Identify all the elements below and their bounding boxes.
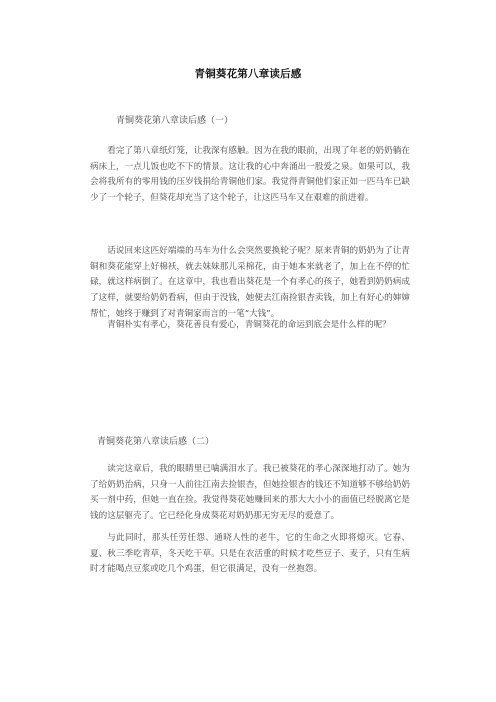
- section-1-paragraph-2: 话说回来这匹好端端的马车为什么会突然要换轮子呢？原来青铜的奶奶为了让青铜和葵花能穿上好棉袄，就去妹妹那儿采棉花，由于她本来就老了，加上在不停的忙碌，就这样病倒了。在这章中，我也看出葵花是一个有孝心的孩子，她看到奶奶病成了这样，就要给奶奶看病，但由于没钱，她便去江南捡银杏卖钱，加上有好心的婶婶帮忙，她终于赚到了对青铜家而言的一笔“大钱”。: [90, 246, 410, 319]
- section-2-paragraph-1: 读完这章后，我的眼睛里已噙满泪水了。我已被葵花的孝心深深地打动了。她为了给奶奶治病，只身一人前往江南去捡银杏，但她捡银杏的钱还不知道够不够给奶奶买一剂中药，但她一直在捡。我觉得葵花她赚回来的那大大小小的面值已经脱离它是钱的这层躯壳了。它已经化身成葵花对奶奶那无穷无尽的爱意了。: [90, 464, 410, 522]
- section-1-heading: 青铜葵花第八章读后感（一）: [116, 116, 234, 126]
- document-title: 青铜葵花第八章读后感: [194, 68, 302, 80]
- section-1-paragraph-1: 看完了第八章纸灯笼，让我深有感触。因为在我的眼前，出现了年老的奶奶躺在病床上，一点儿饭也吃不下的情景。这让我的心中奔涌出一股爱之泉。如果可以，我会将我所有的零用钱的压岁钱捐给青铜他们家。我觉得青铜他们家正如一匹马车已缺少了一个轮子，但葵花却充当了这个轮子，让这匹马车又在艰难的前进着。: [90, 146, 410, 204]
- section-2-paragraph-2: 与此同时，那头任劳任怨、通晓人性的老牛，它的生命之火即将熄灭。它春、夏、秋三季吃青草，冬天吃干草。只是在农活重的时候才吃些豆子、麦子，只有生病时才能喝点豆浆或吃几个鸡蛋，但它很满足，没有一丝抱怨。: [90, 533, 410, 575]
- section-1-paragraph-3: 青铜朴实有孝心，葵花善良有爱心，青铜葵花的命运到底会是什么样的呢？: [107, 320, 391, 330]
- section-2-heading: 青铜葵花第八章读后感（二）: [97, 437, 215, 447]
